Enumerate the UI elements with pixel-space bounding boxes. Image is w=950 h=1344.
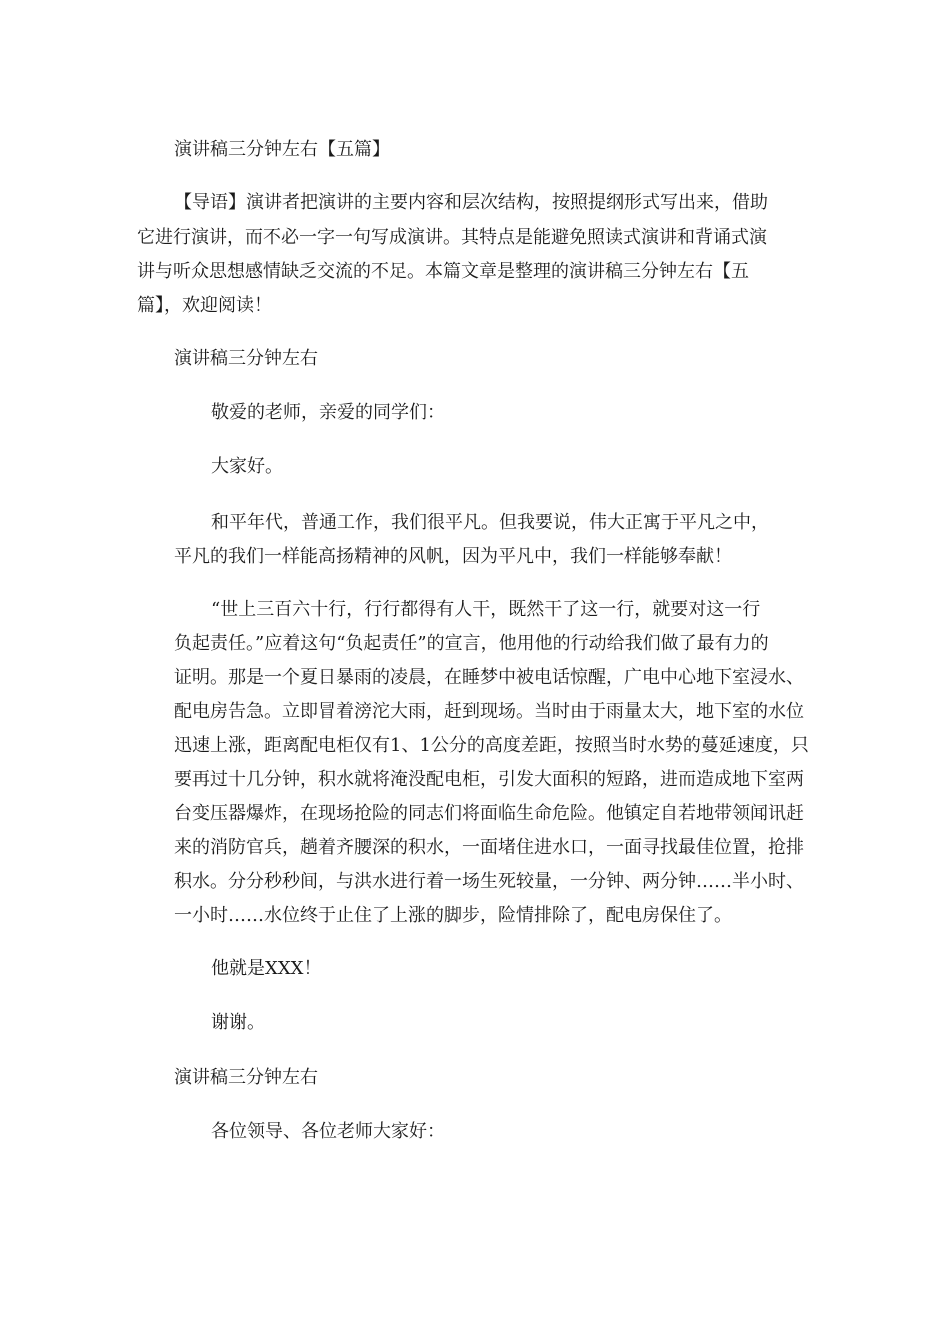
para1-line-2: 平凡的我们一样能高扬精神的风帆，因为平凡中，我们一样能够奉献！: [174, 546, 732, 567]
he-is-line: 他就是XXX！: [211, 958, 322, 979]
greeting-2: 各位领导、各位老师大家好：: [211, 1121, 445, 1142]
hello-line: 大家好。: [211, 456, 283, 477]
greeting-1: 敬爱的老师，亲爱的同学们：: [211, 402, 445, 423]
para2-line-9: 积水。分分秒秒间，与洪水进行着一场生死较量，一分钟、两分钟……半小时、: [174, 871, 804, 892]
intro-line-2: 它进行演讲，而不必一字一句写成演讲。其特点是能避免照读式演讲和背诵式演: [137, 227, 767, 248]
intro-line-1: 【导语】演讲者把演讲的主要内容和层次结构，按照提纲形式写出来，借助: [174, 192, 768, 213]
para2-line-7: 台变压器爆炸，在现场抢险的同志们将面临生命危险。他镇定自若地带领闻讯赶: [174, 803, 804, 824]
para2-line-10: 一小时……水位终于止住了上涨的脚步，险情排除了，配电房保住了。: [174, 905, 732, 926]
para1-line-1: 和平年代，普通工作，我们很平凡。但我要说，伟大正寓于平凡之中，: [211, 512, 769, 533]
para2-line-4: 配电房告急。立即冒着滂沱大雨，赶到现场。当时由于雨量太大，地下室的水位: [174, 701, 804, 722]
para2-line-3: 证明。那是一个夏日暴雨的凌晨，在睡梦中被电话惊醒，广电中心地下室浸水、: [174, 667, 804, 688]
para2-line-8: 来的消防官兵，趟着齐腰深的积水，一面堵住进水口，一面寻找最佳位置，抢排: [174, 837, 804, 858]
intro-line-3: 讲与听众思想感情缺乏交流的不足。本篇文章是整理的演讲稿三分钟左右【五: [137, 261, 749, 282]
section-heading-1: 演讲稿三分钟左右: [174, 348, 318, 369]
section-heading-2: 演讲稿三分钟左右: [174, 1067, 318, 1088]
para2-line-2: 负起责任。”应着这句“负起责任”的宣言，他用他的行动给我们做了最有力的: [174, 633, 769, 654]
document-title: 演讲稿三分钟左右【五篇】: [174, 139, 390, 160]
intro-line-4: 篇】，欢迎阅读！: [137, 295, 272, 316]
thanks-line: 谢谢。: [211, 1012, 265, 1033]
para2-line-5: 迅速上涨，距离配电柜仅有1、1公分的高度差距，按照当时水势的蔓延速度，只: [174, 735, 809, 756]
para2-line-6: 要再过十几分钟，积水就将淹没配电柜，引发大面积的短路，进而造成地下室两: [174, 769, 804, 790]
para2-line-1: “世上三百六十行，行行都得有人干，既然干了这一行，就要对这一行: [211, 599, 761, 620]
